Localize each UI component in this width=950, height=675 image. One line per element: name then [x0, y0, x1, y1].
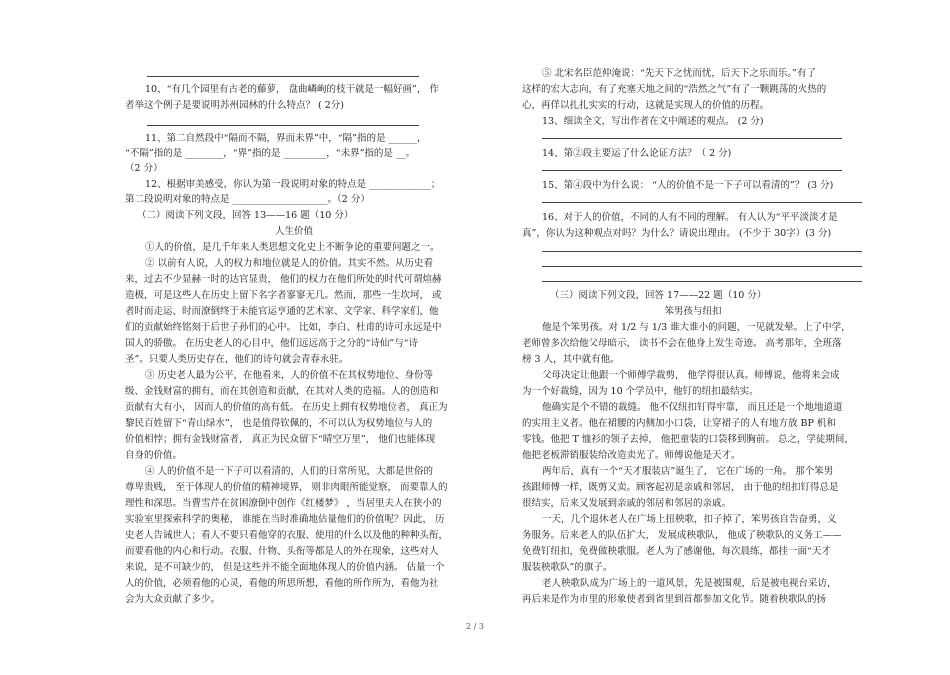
passage-title: 笨男孩与纽扣 [664, 306, 722, 317]
paragraph-line: 榜 3 人，其中就有他。 [522, 354, 620, 365]
text-line: 真”，你认为这种观点对吗？为什么？请说出理由。 (不少于 30字）(3 分) [522, 228, 832, 239]
question-10: 10、“有几个园里有古老的藤萝， 盘曲嶙峋的枝干就是一幅好画”， 作 [145, 84, 439, 95]
passage-title: 人生价值 [274, 226, 313, 237]
paragraph-line: 零钱。他把 T 恤衫的领子去掉， 他把童装的口袋移到胸前。 总之，学徒期间， [522, 434, 854, 445]
paragraph-line: 实验室里探索科学的奥秘， 谁能在当时准确地估量他们的价值呢？因此， 历 [125, 514, 445, 525]
paragraph-line: 们的贡献始终铭刻于后世子孙们的心中。 比如，李白、杜甫的诗可永远是中 [125, 322, 442, 333]
paragraph-line: 老师曾多次给他父母暗示， 读书不会在他身上发生奇迹。 高考那年，全班落 [522, 338, 842, 349]
paragraph-line: 的实用主义者。他在裙腰的内侧加小口袋，让穿裙子的人有地方放 BP 机和 [522, 418, 836, 429]
page-number: 2 / 3 [466, 622, 484, 631]
paragraph-line: 一天，几个退休老人在广场上扭秧歌，扣子掉了，笨男孩自告奋勇，义 [542, 514, 837, 525]
paragraph-line: 很结实，后来又发展到亲戚的邻居和邻居的亲戚。 [522, 498, 732, 509]
paragraph-line: 来说，是不可缺少的， 但是这些并不能全面地体现人的价值内涵。 估量一个 [125, 562, 445, 573]
paragraph-line: 务服务。后来老人的队伍扩大， 发展成秧歌队， 他成了秧歌队的义务工—— [522, 530, 842, 541]
text-line: （2 分） [125, 163, 163, 174]
paragraph-line: 会为大众贡献了多少。 [125, 594, 221, 605]
answer-line [542, 281, 862, 282]
answer-line [147, 125, 419, 126]
paragraph-line: 自身的价值。 [125, 450, 183, 461]
paragraph-line: 国人的骄傲。 在历史老人的心目中，他们远远高于之分的“诗仙”与“诗 [125, 338, 419, 349]
question-12: 12、根据审美感受，你认为第一段说明对象的特点是 _____________； [145, 179, 441, 190]
question-16: 16、对于人的价值，不同的人有不同的理解。 有人认为“平平淡淡才是 [542, 212, 838, 223]
paragraph-line: 理性和深思。当曹雪芹在贫困潦倒中创作《红楼梦》 ，当居里夫人在狭小的 [125, 498, 442, 509]
answer-line [542, 138, 842, 139]
section-heading: （二）阅读下列文段，回答 13——16 题（10 分） [137, 210, 354, 221]
paragraph-line: 两年后，真有一个“天才服装店”诞生了， 它在广场的一角。 那个笨男 [542, 466, 834, 477]
paragraph-line: 他是个笨男孩。对 1/2 与 1/3 谁大谁小的问题，一见就发晕。上了中学， [542, 322, 851, 333]
paragraph-line: 造极，可是这些人在历史上留下名字者寥寥无几。然而，那些一生坎坷， 或 [125, 290, 442, 301]
text-line: 者举这个例子是要说明苏州园林的什么特点？ ( 2分) [125, 100, 344, 111]
text-line: “不隔”指的是 ________，“界”指的是 _________，“未界”指的是 __。 [125, 148, 415, 159]
paragraph-line: 史老人告诫世人；看人不要只看他穿的衣服、使用的什么以及他的种种头衔， [125, 530, 449, 541]
paragraph-line: 来，过去不少显赫一时的达官显贵， 他们的权力在他们所处的时代可谓煊赫 [125, 274, 442, 285]
question-11: 11、第二自然段中“隔而不隔，界而未界”中，“隔”指的是 ______， [145, 133, 427, 144]
answer-line [147, 76, 419, 77]
paragraph-line: 老人秧歌队成为广场上的一道风景，先是被围观，后是被电视台采访， [542, 578, 837, 589]
paragraph-line: 黎民百姓留下“青山绿水”， 也是值得钦佩的，不可以认为权势地位与人的 [125, 418, 433, 429]
paragraph-line: 免费钉纽扣，免费做秧歌服。老人为了感谢他，每次晨练，都挂一面“天才 [522, 546, 831, 557]
paragraph-line: 他确实是个不错的裁缝。 他不仅纽扣钉得牢靠， 而且还是一个地地道道 [542, 402, 843, 413]
answer-line [542, 170, 842, 171]
paragraph-line: 他把老板滞销服装给改造卖光了。师傅说他是天才。 [522, 450, 741, 461]
question-13: 13、细读全文，写出作者在文中阐述的观点。 (2 分) [542, 116, 764, 127]
paragraph-line: ④ 人的价值不是一下子可以看清的，人们的日常所见，大都是世俗的 [145, 466, 434, 477]
paragraph-line: ①人的价值，是几千年来人类思想文化史上不断争论的重要问题之一。 [145, 242, 440, 253]
paragraph-line: 父母决定让他跟一个师傅学裁剪， 他学得很认真。师傅说，他将来会成 [542, 370, 840, 381]
question-14: 14、第②段主要运了什么论证方法？（ 2 分) [542, 148, 732, 159]
paragraph-line: ② 以前有人说，人的权力和地位就是人的价值。其实不然。从历史看 [145, 258, 434, 269]
paragraph-line: 贡献有大有小， 因而人的价值的高有低。 在历史上拥有权势地位者， 真正为 [125, 402, 448, 413]
paragraph-line: 级、金钱财富的拥有，而在其创造和贡献，在其对人类的造福。人的创造和 [125, 386, 439, 397]
paragraph-line: ⑤ 北宋名臣范仲淹说：“先天下之忧而忧，后天下之乐而乐。”有了 [542, 68, 816, 79]
section-heading: （三）阅读下列文段，回答 17——22 题（10 分） [550, 290, 767, 301]
paragraph-line: ③ 历史老人最为公平，在他看来，人的价值不在其权势地位、身份等 [145, 370, 434, 381]
paragraph-line: 这样的宏大志向，有了充塞天地之间的“浩然之气”有了一颗跳荡的火热的 [522, 84, 827, 95]
paragraph-line: 圣”。只要人类历史存在，他们的诗句就会青春永驻。 [125, 354, 349, 365]
paragraph-line: 服装秧歌队”的旗子。 [522, 562, 613, 573]
paragraph-line: 者时而走运、时而潦倒终于未能官运亨通的艺术家、文学家、科学家们，他 [125, 306, 439, 317]
answer-line [542, 251, 862, 252]
paragraph-line: 人的价值，必须看他的心灵，看他的所思所想，看他的所作所为，看他为社 [125, 578, 439, 589]
text-line: 第二段说明对象的特点是 ____________________。（2 分） [125, 194, 370, 205]
paragraph-line: 孩跟师傅一样，既剪又卖。顾客起初是亲戚和邻居， 由于他的纽扣钉得总是 [522, 482, 839, 493]
paragraph-line: 而要看他的内心和行动。衣服、什物、头衔等都是人的外在现象，这些对人 [125, 546, 439, 557]
paragraph-line: 为一个好裁缝，因为 10 个学员中，他钉的纽扣最结实。 [522, 386, 759, 397]
paragraph-line: 尊卑贵贱， 至于体现人的价值的精神境界， 则非肉眼所能觉察， 而要靠人的 [125, 482, 448, 493]
answer-line [542, 202, 862, 203]
question-15: 15、第④段中为什么说： “人的价值不是一下子可以看清的”？ (3 分) [542, 180, 834, 191]
answer-line [542, 266, 862, 267]
paragraph-line: 再后来是作为市里的形象使者到省里到首都参加文化节。随着秧歌队的扬 [522, 594, 827, 605]
paragraph-line: 价值相悖；拥有金钱财富者， 真正为民众留下“晴空万里”， 他们也能体现 [125, 434, 436, 445]
paragraph-line: 心，再佯以扎扎实实的行动，这就是实现人的价值的历程。 [522, 100, 770, 111]
